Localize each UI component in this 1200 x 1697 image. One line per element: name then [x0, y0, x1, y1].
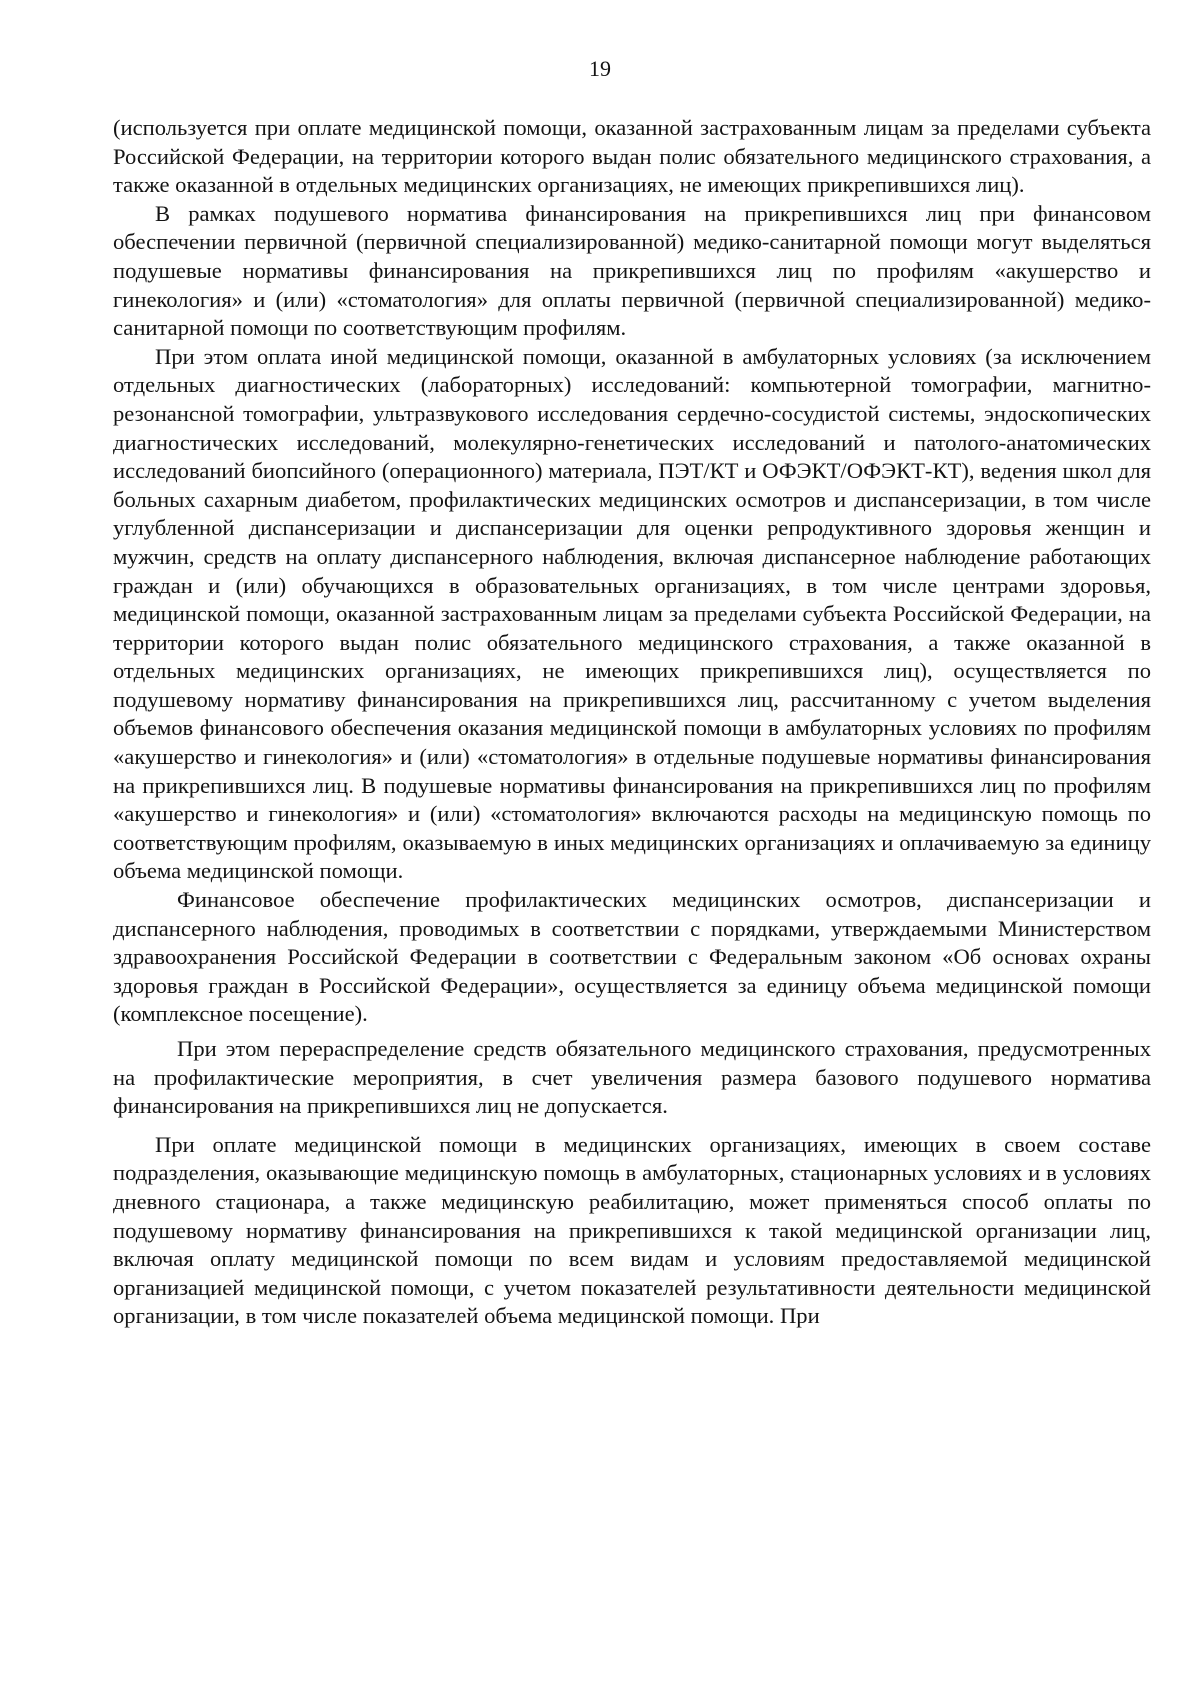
paragraph-continuation: (используется при оплате медицинской помощи, оказанной застрахованным лицам за пределами субъекта Российской Федерации, на территории которого выдан полис обязательного медицинского страхования, а также оказанной в отдельных медицинских организациях, не имеющих прикрепившихся лиц). [113, 115, 1151, 198]
paragraph-outpatient-payment: При этом оплата иной медицинской помощи, оказанной в амбулаторных условиях (за исключением отдельных диагностических (лабораторных) исследований: компьютерной томографии, магнитно-резонансной томографии, ультразвукового исследования сердечно-сосудистой системы, эндоскопических диагностических исследований, молекулярно-генетических исследований и патолого-анатомических исследований биопсийного (операционного) материала, ПЭТ/КТ и ОФЭКТ/ОФЭКТ-КТ), ведения школ для больных сахарным диабетом, профилактических медицинских осмотров и диспансеризации, в том числе углубленной диспансеризации и диспансеризации для оценки репродуктивного здоровья женщин и мужчин, средств на оплату диспансерного наблюдения, включая диспансерное наблюдение работающих граждан и (или) обучающихся в образовательных организациях, в том числе центрами здоровья, медицинской помощи, оказанной застрахованным лицам за пределами субъекта Российской Федерации, на территории которого выдан полис обязательного медицинского страхования, а также оказанной в отдельных медицинских организациях, не имеющих прикрепившихся лиц), осуществляется по подушевому нормативу финансирования на прикрепившихся лиц, рассчитанному с учетом выделения объемов финансового обеспечения оказания медицинской помощи в амбулаторных условиях по профилям «акушерство и гинекология» и (или) «стоматология» в отдельные подушевые нормативы финансирования на прикрепившихся лиц. В подушевые нормативы финансирования на прикрепившихся лиц по профилям «акушерство и гинекология» и (или) «стоматология» включаются расходы на медицинскую помощь по соответствующим профилям, оказываемую в иных медицинских организациях и оплачиваемую за единицу объема медицинской помощи. [113, 343, 1151, 884]
paragraph-capitation-profiles: В рамках подушевого норматива финансирования на прикрепившихся лиц при финансовом обеспечении первичной (первичной специализированной) медико-санитарной помощи могут выделяться подушевые нормативы финансирования на прикрепившихся лиц по профилям «акушерство и гинекология» и (или) «стоматология» для оплаты первичной (первичной специализированной) медико-санитарной помощи по соответствующим профилям. [113, 200, 1151, 341]
document-body [113, 114, 1151, 1331]
page-number: 19 [589, 56, 611, 81]
paragraph-full-capitation: При оплате медицинской помощи в медицинских организациях, имеющих в своем составе подразделения, оказывающие медицинскую помощь в амбулаторных, стационарных условиях и в условиях дневного стационара, а также медицинскую реабилитацию, может применяться способ оплаты по подушевому нормативу финансирования на прикрепившихся к такой медицинской организации лиц, включая оплату медицинской помощи по всем видам и условиям предоставляемой медицинской организацией медицинской помощи, с учетом показателей результативности деятельности медицинской организации, в том числе показателей объема медицинской помощи. При [113, 1131, 1151, 1329]
paragraph-preventive-financing: Финансовое обеспечение профилактических медицинских осмотров, диспансеризации и диспансерного наблюдения, проводимых в соответствии с порядками, утверждаемыми Министерством здравоохранения Российской Федерации в соответствии с Федеральным законом «Об основах охраны здоровья граждан в Российской Федерации», осуществляется за единицу объема медицинской помощи (комплексное посещение). [113, 887, 1151, 1027]
paragraph-redistribution: При этом перераспределение средств обязательного медицинского страхования, предусмотренных на профилактические мероприятия, в счет увеличения размера базового подушевого норматива финансирования на прикрепившихся лиц не допускается. [113, 1036, 1151, 1119]
